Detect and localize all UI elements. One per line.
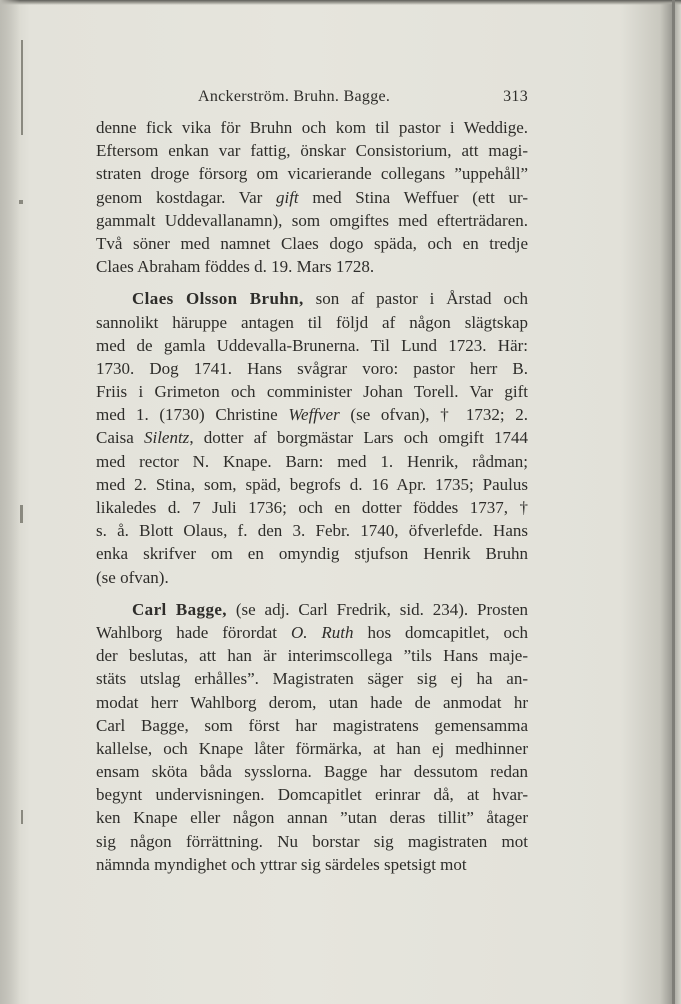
page-top-edge (0, 0, 681, 5)
text-line: nämnda myndighet och yttrar sig särdeles spetsigt mot (96, 854, 467, 874)
text-line: Caisa Silentz, dotter af borgmästar Lars och omgift 1744 (96, 428, 528, 448)
text-line: med rector N. Knape. Barn: med 1. Henrik, rådman; (96, 451, 528, 471)
text-line: Två söner med namnet Claes dogo späda, och en tredje (96, 233, 528, 253)
text-line: Carl Bagge, (se adj. Carl Fredrik, sid. 234). Prosten (132, 599, 528, 619)
text-line: ensam sköta båda sysslorna. Bagge har dessutom redan (96, 762, 528, 782)
text-line: stäts utslag erhålles”. Magistraten säger sig ej ha an- (96, 669, 528, 689)
paragraph (96, 116, 528, 278)
text-line: Eftersom enkan var fattig, önskar Consistorium, att magi- (96, 141, 528, 161)
margin-mark (21, 40, 23, 135)
text-line: Carl Bagge, som först har magistratens gemensamma (96, 715, 528, 735)
text-line: ken Knape eller någon annan ”utan deras tillit” åtager (96, 808, 528, 828)
italic-text: Weffver (288, 405, 340, 425)
text-line: med 1. (1730) Christine Weffver (se ofvan), † 1732; 2. (96, 405, 529, 425)
text-line: enka skrifver om en omyndig stjufson Henrik Bruhn (96, 544, 528, 564)
running-head: Anckerström. Bruhn. Bagge. (198, 88, 391, 105)
text-line: med 2. Stina, som, späd, begrofs d. 16 Apr. 1735; Paulus (96, 474, 528, 494)
text-line: gammalt Uddevallanamn), som omgiftes med efterträdaren. (96, 210, 528, 230)
text-line: med de gamla Uddevalla-Brunerna. Til Lund 1723. Här: (96, 335, 528, 355)
body-text (96, 116, 528, 876)
italic-text: Silentz (143, 428, 190, 448)
page-right-edge (672, 0, 675, 1004)
text-line: sannolikt häruppe antagen til följd af någon slägtskap (96, 312, 528, 332)
text-line: sig någon förrättning. Nu borstar sig magistraten mot (96, 831, 528, 851)
text-line: Wahlborg hade förordat O. Ruth hos domcapitlet, och (96, 622, 528, 642)
text-line: Friis i Grimeton och comminister Johan Torell. Var gift (96, 382, 528, 402)
bold-name: Carl Bagge, (132, 599, 227, 619)
text-line: (se ofvan). (96, 567, 169, 587)
text-line: begynt undervisningen. Domcapitlet erinrar då, at hvar- (96, 785, 528, 805)
text-line: kallelse, och Knape låter förmärka, at han ej medhinner (96, 738, 528, 758)
text-line: likaledes d. 7 Juli 1736; och en dotter föddes 1737, † (96, 498, 528, 517)
italic-text: O. Ruth (290, 622, 354, 642)
page-number: 313 (503, 88, 528, 105)
text-line: 1730. Dog 1741. Hans svågrar voro: pastor herr B. (96, 358, 528, 378)
margin-mark (21, 810, 23, 824)
text-line: der beslutas, att han är interimscollega ”tils Hans maje- (96, 646, 528, 666)
paragraph (96, 598, 528, 876)
paragraph (96, 287, 528, 588)
italic-text: gift (275, 187, 299, 207)
text-line: Claes Abraham föddes d. 19. Mars 1728. (96, 257, 375, 277)
text-line: denne fick vika för Bruhn och kom til pastor i Weddige. (96, 118, 528, 137)
margin-mark (20, 505, 23, 523)
margin-mark (19, 200, 23, 204)
text-line: s. å. Blott Olaus, f. den 3. Febr. 1740, öfverlefde. Hans (96, 521, 528, 541)
text-line: modat herr Wahlborg derom, utan hade de anmodat hr (96, 692, 528, 712)
binding-shadow (0, 0, 20, 1004)
text-line: straten droge försorg om vicarierande collegans ”uppehåll” (96, 164, 528, 184)
page-header (198, 88, 528, 110)
text-line: Claes Olsson Bruhn, son af pastor i Årstad och (132, 289, 528, 309)
text-line: genom kostdagar. Var gift med Stina Weffuer (ett ur- (96, 187, 528, 207)
bold-name: Claes Olsson Bruhn, (132, 289, 304, 309)
